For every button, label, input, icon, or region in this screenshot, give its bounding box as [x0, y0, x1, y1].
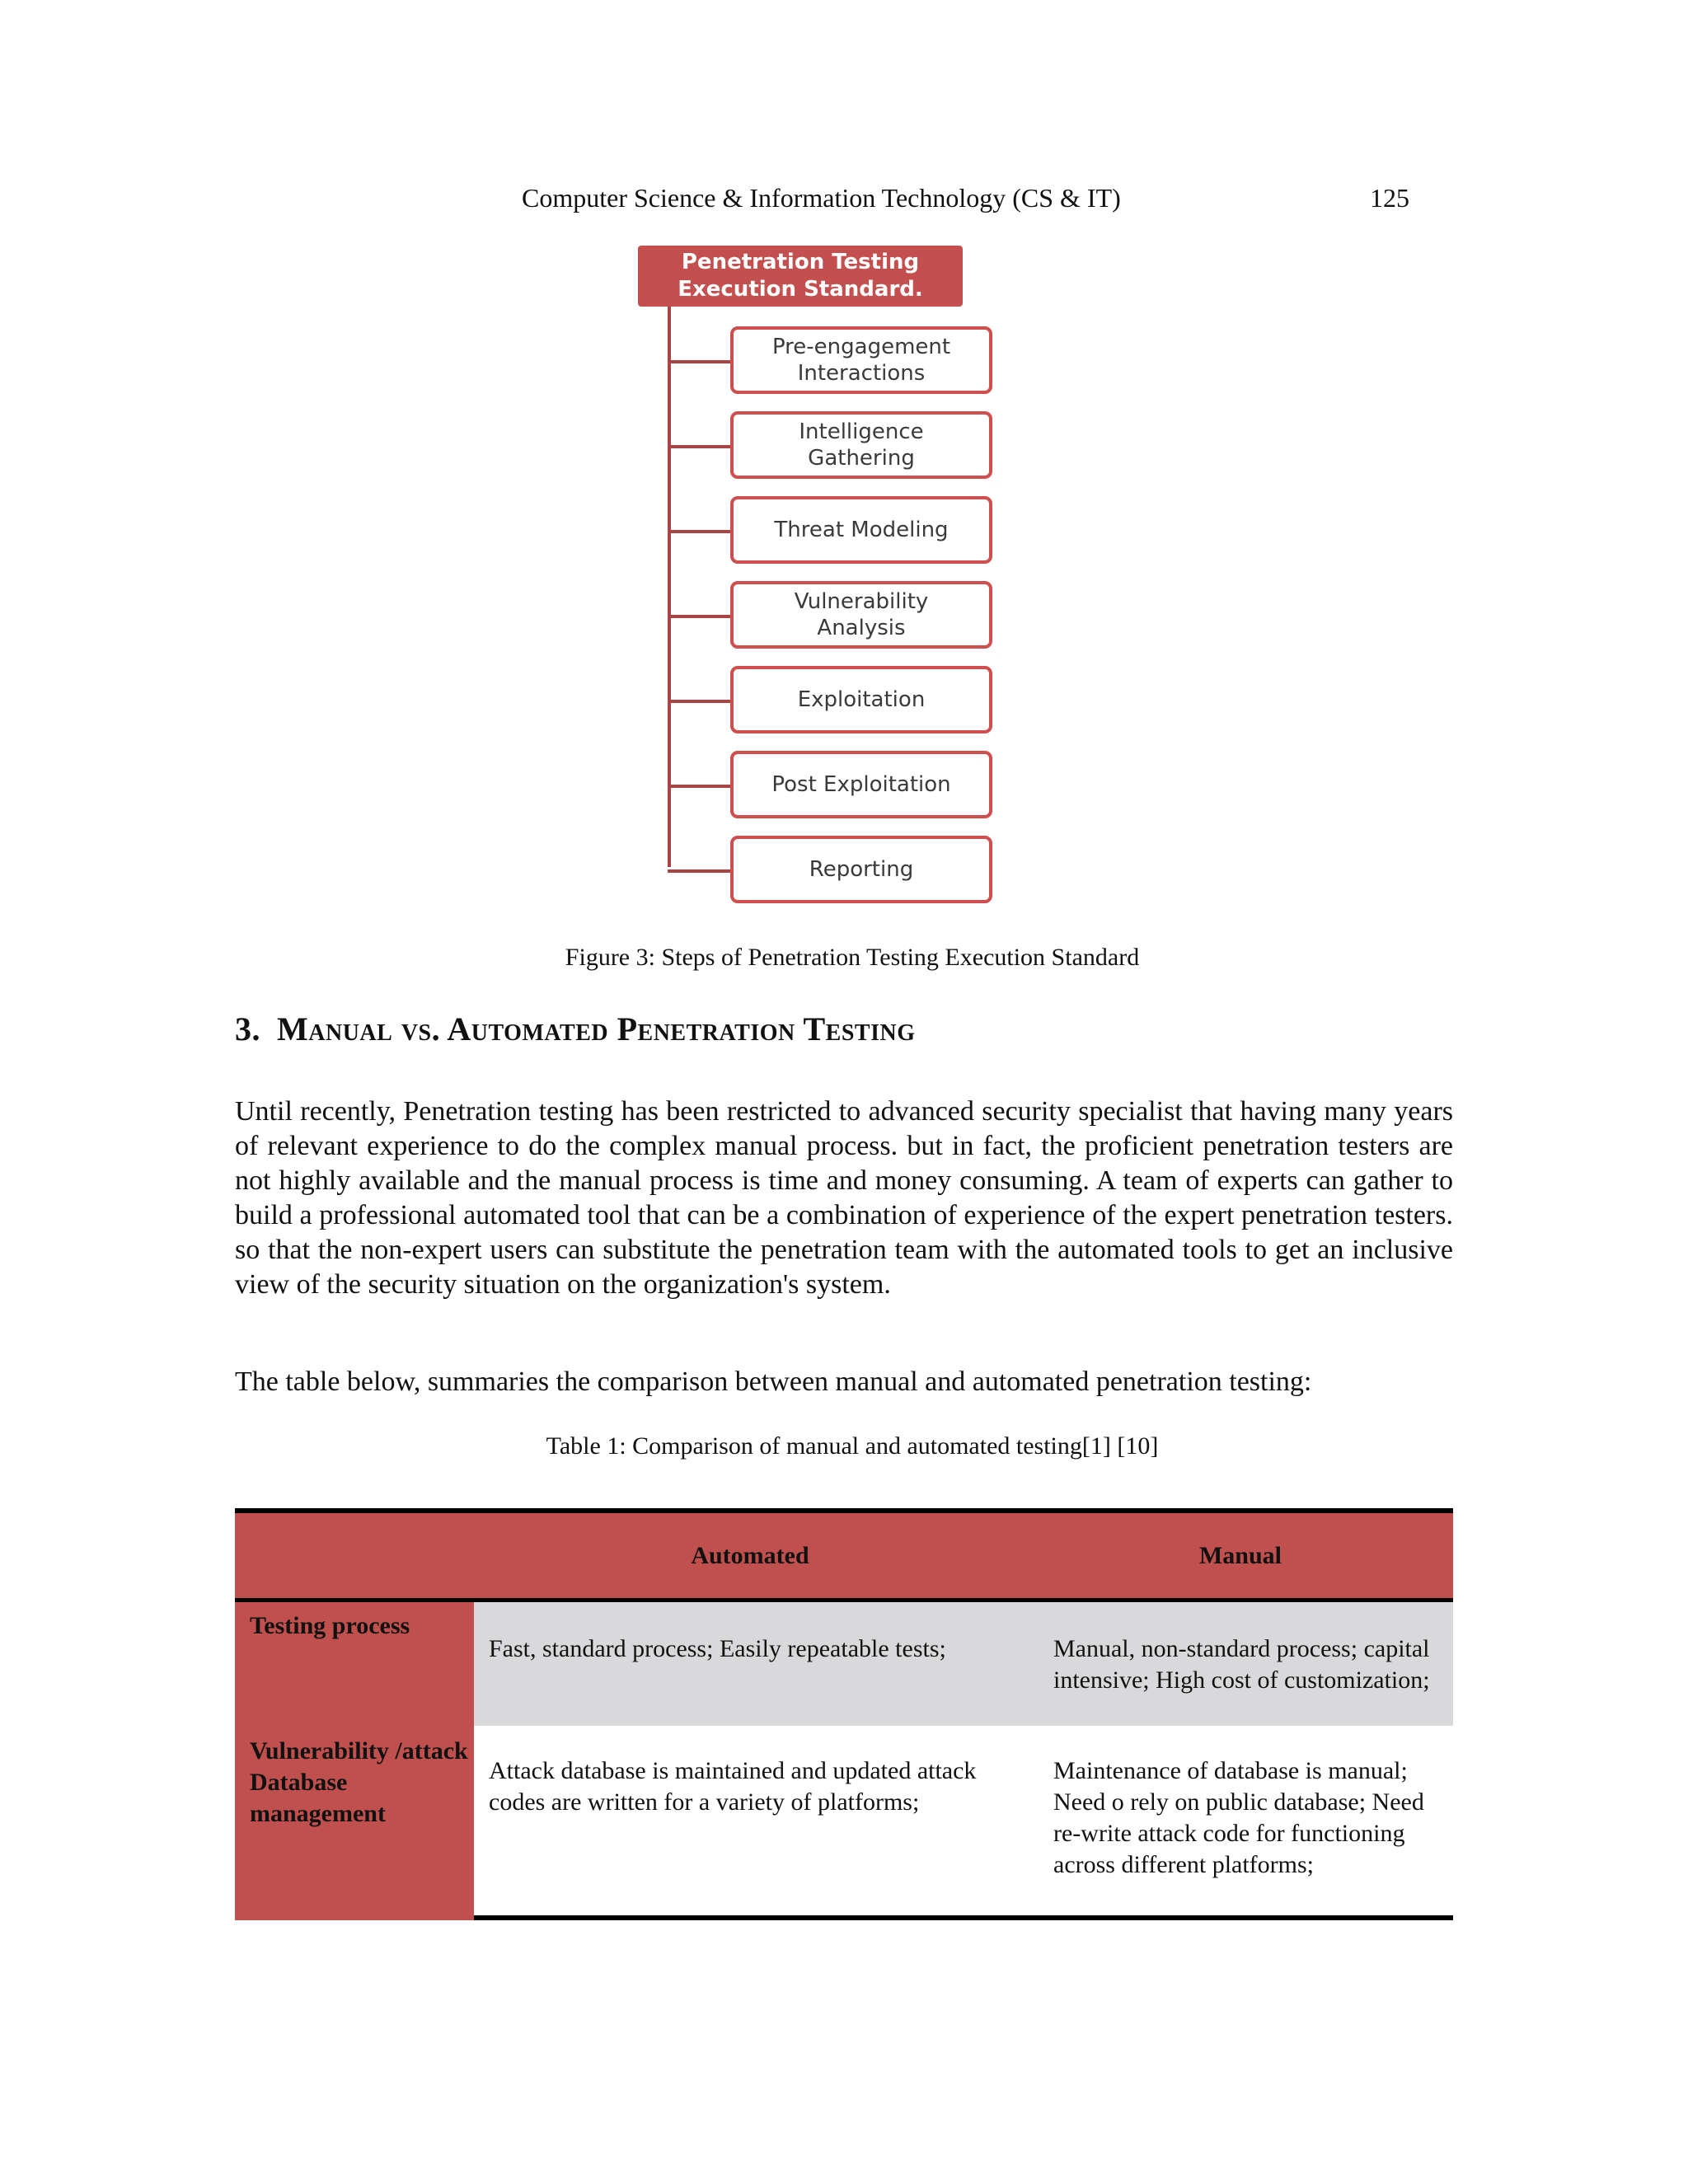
ptes-connector-branch [668, 360, 730, 363]
ptes-step-vulnerability-analysis [730, 581, 992, 649]
ptes-step-exploitation [730, 666, 992, 733]
ptes-step-label: Analysis [817, 616, 906, 640]
ptes-step-label: Intelligence [799, 419, 924, 444]
cell-automated: Fast, standard process; Easily repeatable tests; [489, 1635, 946, 1662]
ptes-step-label: Reporting [809, 857, 914, 882]
body-paragraph: Until recently, Penetration testing has been restricted to advanced security specialist that having many years of relevant experience to do the complex manual process. but in fact, the proficient penetration testers are not highly available and the manual process is time and money consuming. A team of experts can gather to build a professional automated tool that can be a combination of experience of the expert penetration testers. so that the non-expert users can substitute the penetration team with the automated tools to get an inclusive view of the security situation on the organization's system. [235, 1096, 1453, 1300]
row-label-testing-process: Testing process [250, 1612, 410, 1639]
ptes-step-threat-modeling [730, 496, 992, 564]
table-header-row [235, 1513, 1453, 1598]
ptes-connector-branch [668, 869, 730, 873]
cell-manual: Maintenance of database is manual; Need o rely on public database; Need re-write attack code for functioning across different platforms; [1053, 1757, 1424, 1878]
section-title: Manual vs. Automated Penetration Testing [277, 1010, 916, 1047]
section-heading [235, 1010, 916, 1048]
ptes-step-intelligence-gathering [730, 411, 992, 479]
ptes-diagram [633, 241, 1012, 916]
page-number: 125 [1370, 183, 1409, 213]
figure-caption: Figure 3: Steps of Penetration Testing Execution Standard [565, 944, 1140, 971]
ptes-step-label: Interactions [797, 361, 926, 386]
column-header-automated: Automated [691, 1542, 809, 1569]
ptes-root-line1: Penetration Testing [681, 250, 920, 274]
ptes-root-node [638, 246, 963, 307]
table-caption: Table 1: Comparison of manual and automated testing[1] [10] [546, 1432, 1159, 1460]
ptes-step-label: Exploitation [797, 687, 926, 712]
row-header-column [235, 1602, 474, 1920]
ptes-step-label: Threat Modeling [774, 518, 949, 542]
section-number: 3. [235, 1010, 260, 1047]
body-paragraph: The table below, summaries the comparison between manual and automated penetration testing: [235, 1366, 1312, 1397]
ptes-connector-branch [668, 445, 730, 448]
row-label-database-management: Vulnerability /attack Database management [250, 1737, 468, 1827]
ptes-step-post-exploitation [730, 751, 992, 818]
ptes-step-label: Gathering [808, 446, 915, 471]
ptes-connector-branch [668, 615, 730, 618]
cell-automated: Attack database is maintained and updated attack codes are written for a variety of platforms; [489, 1757, 977, 1816]
running-header: Computer Science & Information Technology (CS & IT) [522, 183, 1121, 213]
ptes-connector-branch [668, 785, 730, 788]
ptes-connector-branch [668, 700, 730, 703]
table-row [474, 1602, 1453, 1726]
ptes-step-label: Vulnerability [794, 589, 929, 614]
column-header-manual: Manual [1198, 1542, 1282, 1569]
ptes-step-label: Post Exploitation [771, 772, 951, 797]
table-bottom-rule [474, 1915, 1453, 1920]
ptes-step-label: Pre-engagement [771, 335, 951, 359]
ptes-step-reporting [730, 836, 992, 903]
comparison-table [235, 1508, 1453, 1920]
ptes-connector-branch [668, 530, 730, 533]
ptes-connector-trunk [668, 307, 671, 867]
cell-manual: Manual, non-standard process; capital intensive; High cost of customization; [1053, 1635, 1430, 1694]
table-row [474, 1726, 1453, 1915]
ptes-root-line2: Execution Standard. [678, 277, 923, 302]
ptes-step-pre-engagement [730, 326, 992, 394]
